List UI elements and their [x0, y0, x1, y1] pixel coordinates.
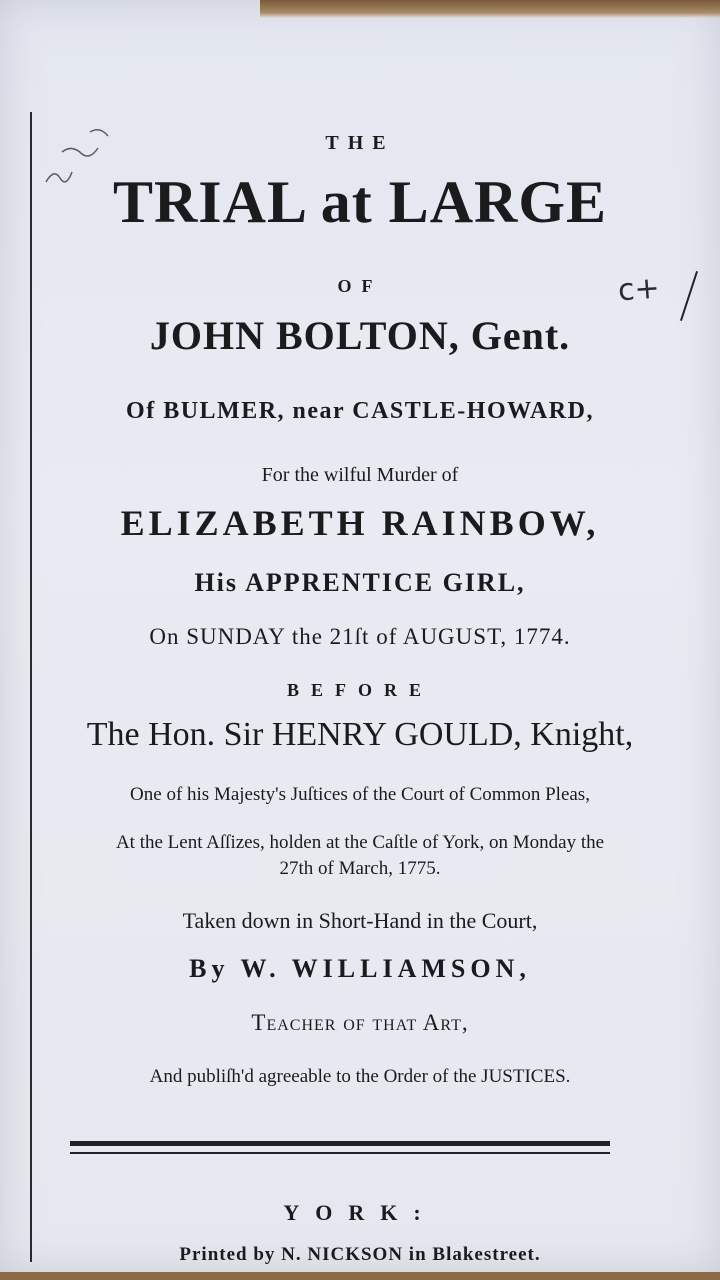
publication-note: And publiſh'd agreeable to the Order of the JUSTICES. [149, 1066, 571, 1087]
page-top-edge [260, 0, 720, 18]
judge-name: The Hon. Sir HENRY GOULD, Knight, [86, 716, 634, 753]
page-title: TRIAL at LARGE [112, 169, 608, 235]
divider-thick [70, 1141, 610, 1146]
defendant-residence: Of BULMER, near CASTLE-HOWARD, [126, 398, 594, 424]
assizes-line-1: At the Lent Aſſizes, holden at the Caſtle of York, on Monday the [115, 832, 605, 853]
imprint-printer: Printed by N. NICKSON in Blakestreet. [179, 1244, 541, 1265]
shorthand-note: Taken down in Short-Hand in the Court, [182, 908, 538, 933]
reporter-title: Teacher of that Art, [251, 1010, 469, 1035]
crime-date: On SUNDAY the 21ſt of AUGUST, 1774. [149, 624, 571, 649]
victim-role: His APPRENTICE GIRL, [194, 568, 526, 597]
left-margin-rule [30, 112, 32, 1262]
handwritten-stroke [680, 271, 698, 321]
before-heading: BEFORE [286, 680, 433, 700]
defendant-name: JOHN BOLTON, Gent. [149, 313, 571, 358]
imprint-place: YORK: [283, 1200, 437, 1225]
assizes-line-2: 27th of March, 1775. [279, 858, 441, 879]
divider-thin [70, 1152, 610, 1154]
title-of: OF [337, 276, 383, 296]
title-the: THE [325, 132, 395, 154]
handwritten-note: c+ [616, 270, 661, 309]
charge-line: For the wilful Murder of [261, 464, 459, 486]
judge-office: One of his Majesty's Juſtices of the Court of Common Pleas, [130, 784, 590, 805]
victim-name: ELIZABETH RAINBOW, [120, 503, 600, 543]
reporter-name: By W. WILLIAMSON, [189, 954, 531, 983]
